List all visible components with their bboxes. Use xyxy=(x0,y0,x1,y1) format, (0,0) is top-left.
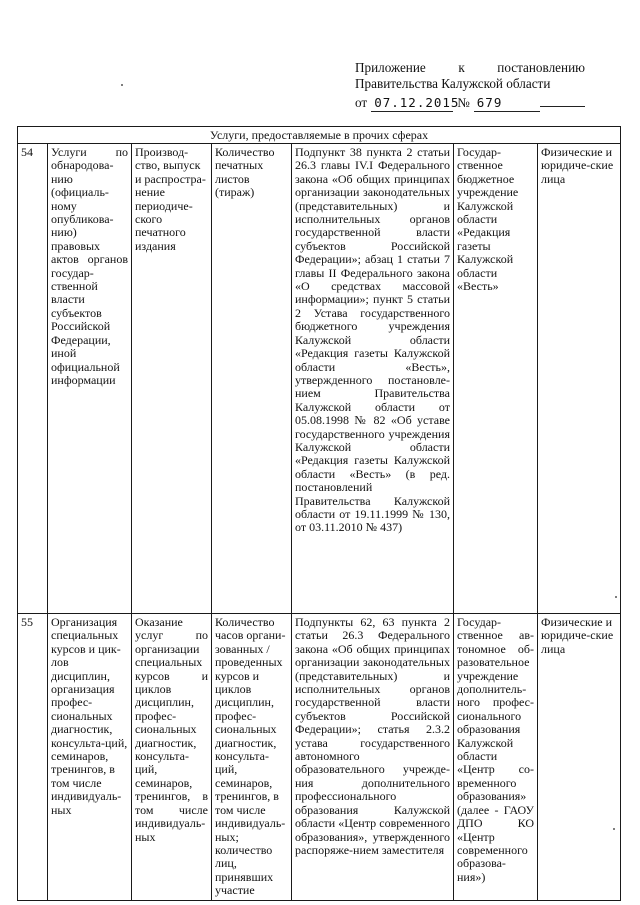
provider-cell xyxy=(454,144,538,614)
underline-tail xyxy=(540,92,585,107)
table-row xyxy=(18,614,621,901)
consumers-cell xyxy=(538,614,621,901)
table-row xyxy=(18,144,621,614)
section-header-row xyxy=(18,127,621,144)
service-content-cell xyxy=(132,614,212,901)
legal-basis-cell xyxy=(292,614,454,901)
services-table xyxy=(17,126,621,901)
service-measure-cell xyxy=(212,614,292,901)
legal-basis-cell xyxy=(292,144,454,614)
service-provider: Государ-ственное ав-тономное об-разовательное учреждение дополнитель-ного профес-сионального образования Калужской области «Центр со-временного образования» (далее - ГАОУ ДПО КО «Центр современного образова-ния») xyxy=(457,615,534,884)
service-provider: Государ-ственное бюджетное учреждение Калужской области «Редакция газеты Калужской области «Весть» xyxy=(457,145,519,294)
appendix-word: Приложение xyxy=(355,60,426,75)
appendix-preposition: к xyxy=(458,60,465,75)
legal-basis: Подпункт 38 пункта 2 статьи 26.3 главы IV.I Федерального закона «Об общих принципах организации законодательных (представительных) и исполнительных органов государственной власти субъектов Российской Федерации»; абзац 1 статьи 7 главы II Федерального закона «О средствах массовой информации»; пункт 5 статьи 2 Устава государственного бюджетного учреждения Калужской области «Редакция газеты Калужской области «Весть», утвержденного постановле-нием Правительства Калужской области от 05.08.1998 № 82 «Об уставе государственного учреждения Калужской области «Редакция газеты Калужской области «Весть» (в ред. постановлений Правительства Калужской области от 19.11.1999 № 130, от 03.11.2010 № 437) xyxy=(295,145,450,535)
row-number: 55 xyxy=(18,614,48,901)
number-sign: № xyxy=(457,95,470,110)
service-name-cell xyxy=(48,144,132,614)
service-name: Услуги по обнародова-нию (официаль-ному опубликова-нию) правовых актов органов государ-ственной власти субъектов Российской Федерации, иной официальной информации xyxy=(51,145,128,387)
service-content: Производ-ство, выпуск и распростра-нение периодиче-ского печатного издания xyxy=(135,145,206,253)
service-measure: Количество часов органи-зованных / проведенных курсов и циклов дисциплин, профес-сиональных диагностик, консульта-ций, семинаров, тренингов, в том числе индивидуаль-ных; количество лиц, принявших участие xyxy=(215,615,286,898)
row-number: 54 xyxy=(18,144,48,614)
service-content: Оказание услуг по организации специальных курсов и циклов дисциплин, профес-сиональных диагностик, консульта-ций, семинаров, тренингов, в том числе индивидуаль-ных xyxy=(135,615,208,844)
service-measure: Количество печатных листов (тираж) xyxy=(215,145,275,200)
appendix-date-line xyxy=(355,92,585,112)
service-name: Организация специальных курсов и цик-лов дисциплин, организация профес-сиональных диагностик, консульта-ций, семинаров, тренингов, в том числе индивидуаль-ных xyxy=(51,615,128,817)
service-consumers: Физические и юридиче-ские лица xyxy=(541,615,614,656)
resolution-number: 679 xyxy=(474,95,540,112)
service-consumers: Физические и юридиче-ские лица xyxy=(541,145,614,186)
service-name-cell xyxy=(48,614,132,901)
legal-basis: Подпункты 62, 63 пункта 2 статьи 26.3 Федерального закона «Об общих принципах организации законодательных (представительных) и исполнительных органов государственной власти субъектов Российской Федерации»; статья 2.3.2 устава государственного автономного образовательного учрежде-ния дополнительного профессионального образования Калужской области «Центр современного образования», утвержденного распоряже-нием заместителя xyxy=(295,615,450,857)
resolution-date: 07.12.2015 xyxy=(371,95,453,112)
appendix-header xyxy=(355,60,585,112)
date-prefix: от xyxy=(355,95,368,110)
appendix-line-1 xyxy=(355,60,585,76)
provider-cell xyxy=(454,614,538,901)
scan-speck xyxy=(121,84,123,86)
appendix-resolution-word: постановлению xyxy=(497,60,585,75)
service-content-cell xyxy=(132,144,212,614)
section-title: Услуги, предоставляемые в прочих сферах xyxy=(18,127,621,144)
consumers-cell xyxy=(538,144,621,614)
service-measure-cell xyxy=(212,144,292,614)
appendix-government: Правительства Калужской области xyxy=(355,76,551,91)
